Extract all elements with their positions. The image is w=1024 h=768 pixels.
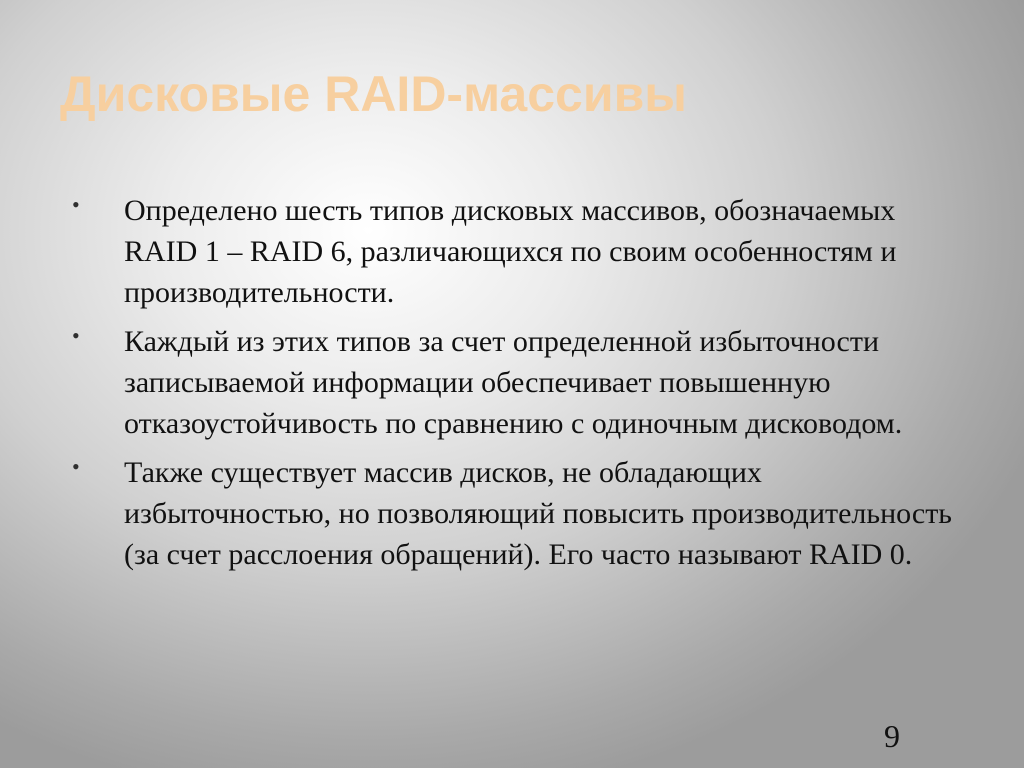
bullet-text: Определено шесть типов дисковых массивов, обозначаемых RAID 1 – RAID 6, различающихся по своим особенностям и производительности. xyxy=(124,194,897,309)
bullet-item xyxy=(72,190,952,313)
bullet-marker-icon: • xyxy=(72,454,80,479)
slide-title: Дисковые RAID-массивы xyxy=(60,66,688,122)
bullet-marker-icon: • xyxy=(72,323,80,348)
bullet-item xyxy=(72,321,952,444)
bullet-text: Каждый из этих типов за счет определенной избыточности записываемой информации обеспечивает повышенную отказоустойчивость по сравнению с одиночным дисководом. xyxy=(124,325,903,440)
bullet-list xyxy=(72,190,952,583)
bullet-marker-icon: • xyxy=(72,192,80,217)
bullet-text: Также существует массив дисков, не обладающих избыточностью, но позволяющий повысить производительность (за счет расслоения обращений). Его часто называют RAID 0. xyxy=(124,456,952,571)
bullet-item xyxy=(72,452,952,575)
page-number: 9 xyxy=(884,718,900,754)
